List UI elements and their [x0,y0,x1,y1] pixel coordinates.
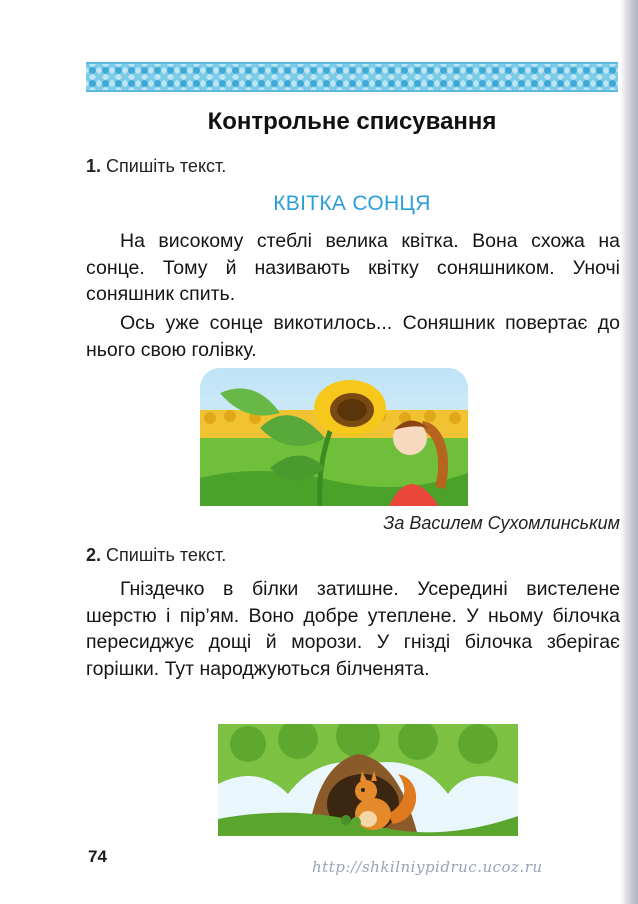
page-edge-shadow [620,0,638,904]
watermark-url: http://shkilniypidruc.ucoz.ru [312,858,543,876]
sunflower-illustration [200,368,468,506]
task-2-paragraph: Гніздечко в білки затишне. Усередині вистелене шерстю і пір’ям. Воно добре утеплене. У ньому білочка пересиджує дощі й морози. У гнізді білочка зберігає горішки. Тут народжуються білченята. [86,578,620,680]
task-1-text: Спишіть текст. [106,156,227,176]
task-1-paragraph-2: Ось уже сонце викотилось... Соняшник повертає до нього свою голівку. [86,312,620,361]
squirrel-illustration [218,724,518,836]
task-1-paragraph-1: На високому стеблі велика квітка. Вона схожа на сонце. Тому й називають квітку соняшником. Уночі соняшник спить. [86,230,620,305]
page-number: 74 [88,847,107,866]
task-1-number: 1. [86,156,102,176]
decorative-ornament-band [86,62,618,92]
task-1-instruction [86,156,226,177]
task-2-text: Спишіть текст. [106,545,227,565]
author-credit: За Василем Сухомлинським [383,513,620,533]
task-2-instruction [86,545,226,566]
text-heading: КВІТКА СОНЦЯ [273,192,431,215]
page-title: Контрольне списування [207,108,497,135]
task-2-number: 2. [86,545,102,565]
